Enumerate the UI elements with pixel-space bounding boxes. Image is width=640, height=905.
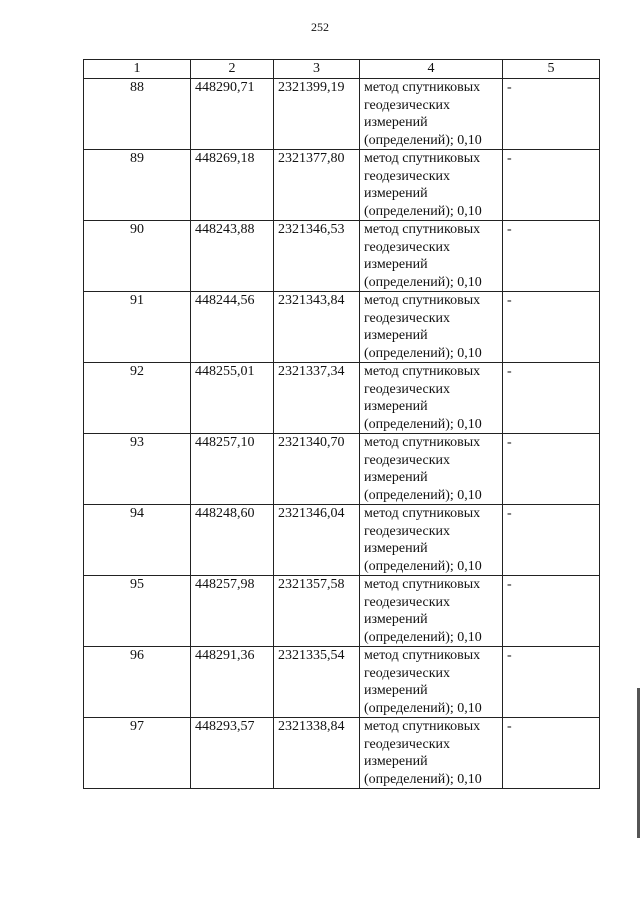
- coordinate-x: 448291,36: [191, 647, 274, 718]
- method-accuracy: метод спутниковых геодезических измерений (определений); 0,10: [360, 292, 503, 363]
- coordinate-y: 2321346,04: [274, 505, 360, 576]
- method-accuracy: метод спутниковых геодезических измерений (определений); 0,10: [360, 150, 503, 221]
- column-header: 4: [360, 60, 503, 79]
- coordinate-y: 2321338,84: [274, 718, 360, 789]
- coordinate-y: 2321357,58: [274, 576, 360, 647]
- column-header: 3: [274, 60, 360, 79]
- coordinate-x: 448248,60: [191, 505, 274, 576]
- point-number: 96: [84, 647, 191, 718]
- method-accuracy: метод спутниковых геодезических измерений (определений); 0,10: [360, 576, 503, 647]
- point-number: 91: [84, 292, 191, 363]
- point-number: 90: [84, 221, 191, 292]
- column-header: 1: [84, 60, 191, 79]
- point-number: 95: [84, 576, 191, 647]
- table-header-row: [84, 60, 600, 79]
- coordinate-y: 2321340,70: [274, 434, 360, 505]
- method-accuracy: метод спутниковых геодезических измерений (определений); 0,10: [360, 647, 503, 718]
- coordinate-x: 448244,56: [191, 292, 274, 363]
- column-header: 2: [191, 60, 274, 79]
- method-accuracy: метод спутниковых геодезических измерений (определений); 0,10: [360, 434, 503, 505]
- note: -: [503, 576, 600, 647]
- table-row: [84, 576, 600, 647]
- coordinate-x: 448293,57: [191, 718, 274, 789]
- method-accuracy: метод спутниковых геодезических измерений (определений); 0,10: [360, 79, 503, 150]
- table-row: [84, 647, 600, 718]
- table-row: [84, 292, 600, 363]
- coordinate-y: 2321337,34: [274, 363, 360, 434]
- coordinate-y: 2321346,53: [274, 221, 360, 292]
- note: -: [503, 434, 600, 505]
- page-number: 252: [311, 20, 329, 34]
- table-row: [84, 505, 600, 576]
- note: -: [503, 221, 600, 292]
- coordinate-x: 448269,18: [191, 150, 274, 221]
- point-number: 97: [84, 718, 191, 789]
- note: -: [503, 718, 600, 789]
- table-row: [84, 221, 600, 292]
- note: -: [503, 79, 600, 150]
- method-accuracy: метод спутниковых геодезических измерений (определений); 0,10: [360, 505, 503, 576]
- coordinate-y: 2321399,19: [274, 79, 360, 150]
- method-accuracy: метод спутниковых геодезических измерений (определений); 0,10: [360, 363, 503, 434]
- coordinate-x: 448257,98: [191, 576, 274, 647]
- point-number: 94: [84, 505, 191, 576]
- coordinate-x: 448290,71: [191, 79, 274, 150]
- coordinate-x: 448257,10: [191, 434, 274, 505]
- coordinate-x: 448255,01: [191, 363, 274, 434]
- point-number: 89: [84, 150, 191, 221]
- coordinate-y: 2321377,80: [274, 150, 360, 221]
- note: -: [503, 647, 600, 718]
- note: -: [503, 505, 600, 576]
- table-row: [84, 363, 600, 434]
- table-row: [84, 150, 600, 221]
- point-number: 93: [84, 434, 191, 505]
- point-number: 88: [84, 79, 191, 150]
- point-number: 92: [84, 363, 191, 434]
- table-row: [84, 718, 600, 789]
- method-accuracy: метод спутниковых геодезических измерений (определений); 0,10: [360, 718, 503, 789]
- note: -: [503, 292, 600, 363]
- coordinate-x: 448243,88: [191, 221, 274, 292]
- method-accuracy: метод спутниковых геодезических измерений (определений); 0,10: [360, 221, 503, 292]
- coordinate-y: 2321335,54: [274, 647, 360, 718]
- note: -: [503, 363, 600, 434]
- column-header: 5: [503, 60, 600, 79]
- table-row: [84, 79, 600, 150]
- coordinates-table: [83, 59, 600, 789]
- table-row: [84, 434, 600, 505]
- coordinate-y: 2321343,84: [274, 292, 360, 363]
- note: -: [503, 150, 600, 221]
